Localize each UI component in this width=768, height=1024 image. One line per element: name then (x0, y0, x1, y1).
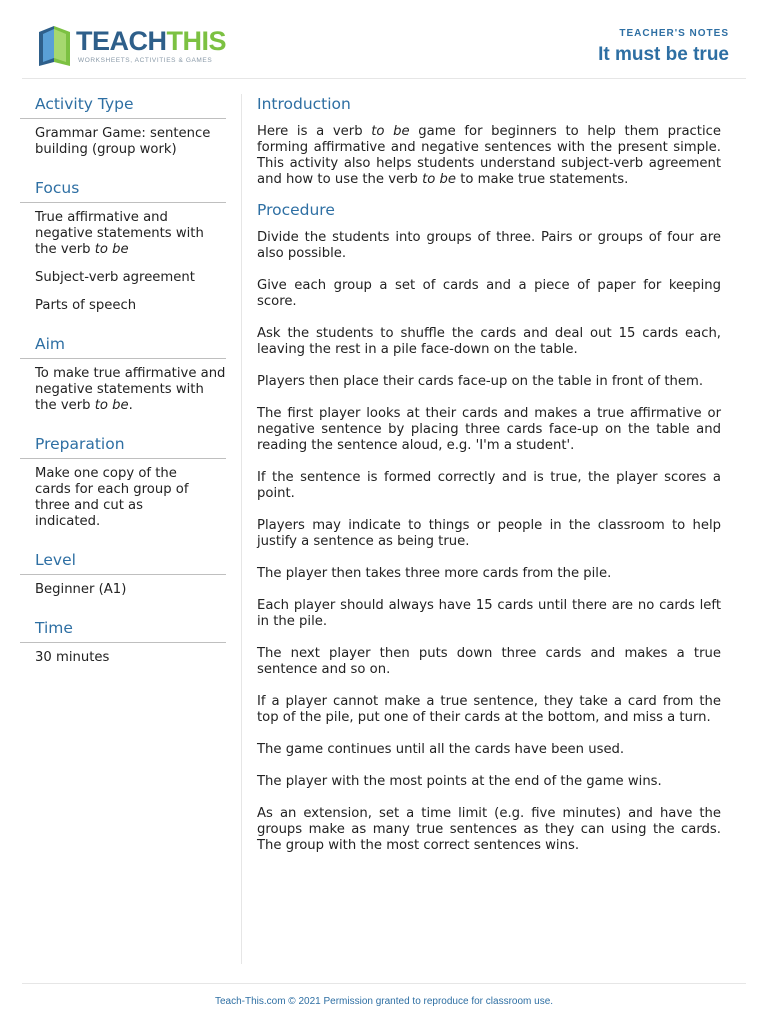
page-header (22, 0, 746, 79)
intro-text-3: to make true statements. (456, 172, 629, 187)
procedure-step: If a player cannot make a true sentence, they take a card from the top of the pile, put one of their cards at the bottom, and miss a turn. (257, 694, 721, 725)
aim-text (20, 359, 226, 414)
aim-text-emphasis: to be (94, 398, 129, 413)
procedure-step: As an extension, set a time limit (e.g. five minutes) and have the groups make as many true sentences as they can using the cards. The group with the most correct sentences wins. (257, 806, 721, 853)
procedure-step: Each player should always have 15 cards until there are no cards left in the pile. (257, 598, 721, 629)
procedure-step: The first player looks at their cards and makes a true affirmative or negative sentence by placing three cards face-up on the table and reading the sentence aloud, e.g. 'I'm a student'. (257, 406, 721, 453)
procedure-step: Divide the students into groups of three. Pairs or groups of four are also possible. (257, 230, 721, 261)
aim-text-a: To make true affirmative and negative statements with the verb (35, 366, 226, 413)
focus-item-emphasis: to be (94, 242, 129, 257)
activity-type-heading: Activity Type (20, 94, 226, 119)
sidebar (20, 94, 226, 686)
logo-word-teach: TEACH (76, 26, 167, 56)
level-text: Beginner (A1) (35, 582, 127, 597)
intro-emphasis-2: to be (422, 172, 457, 187)
procedure-step: The player then takes three more cards from the pile. (257, 566, 612, 581)
aim-section (20, 334, 226, 414)
procedure-step: The game continues until all the cards have been used. (257, 742, 625, 757)
time-text: 30 minutes (35, 650, 110, 665)
procedure-step: Give each group a set of cards and a piece of paper for keeping score. (257, 278, 721, 309)
footer-divider (22, 983, 746, 984)
introduction-heading: Introduction (257, 95, 351, 113)
time-heading: Time (20, 618, 226, 643)
procedure-heading: Procedure (257, 201, 335, 219)
activity-type-text: Grammar Game: sentence building (group work) (35, 126, 211, 157)
intro-text-2: game for beginners to help them practice forming affirmative and negative sentences with the present simple. This activity also helps students understand subject-verb agreement and how to use the verb (257, 124, 721, 187)
focus-item: Subject-verb agreement (35, 270, 195, 285)
intro-text-1: Here is a verb (257, 124, 372, 139)
introduction-text (257, 124, 721, 188)
aim-heading: Aim (20, 334, 226, 359)
preparation-text: Make one copy of the cards for each group of three and cut as indicated. (35, 466, 189, 529)
intro-emphasis-1: to be (371, 124, 410, 139)
procedure-step: Players may indicate to things or people in the classroom to help justify a sentence as being true. (257, 518, 721, 549)
procedure-step: The player with the most points at the end of the game wins. (257, 774, 662, 789)
column-divider (241, 94, 242, 964)
procedure-step: Ask the students to shuffle the cards and deal out 15 cards each, leaving the rest in a pile face-down on the table. (257, 326, 721, 357)
logo-word-this: THIS (166, 26, 227, 56)
preparation-heading: Preparation (20, 434, 226, 459)
aim-text-b: . (128, 398, 133, 413)
focus-item (20, 203, 226, 258)
focus-item: Parts of speech (35, 298, 137, 313)
teachers-notes-label: TEACHER'S NOTES (619, 28, 729, 39)
level-heading: Level (20, 550, 226, 575)
footer-copyright: Teach-This.com © 2021 Permission granted to reproduce for classroom use. (214, 996, 554, 1007)
activity-type-section (20, 94, 226, 158)
focus-item-text: True affirmative and negative statements with the verb (35, 210, 204, 257)
teach-this-logo (36, 22, 236, 68)
focus-section (20, 178, 226, 314)
main-content (257, 94, 721, 870)
procedure-step: Players then place their cards face-up on the table in front of them. (257, 374, 704, 389)
procedure-step: If the sentence is formed correctly and is true, the player scores a point. (257, 470, 721, 501)
time-section (20, 618, 226, 666)
preparation-section (20, 434, 226, 530)
logo-tagline: WORKSHEETS, ACTIVITIES & GAMES (78, 57, 213, 64)
focus-heading: Focus (20, 178, 226, 203)
book-logo-icon (36, 22, 74, 68)
procedure-step: The next player then puts down three cards and makes a true sentence and so on. (257, 646, 721, 677)
level-section (20, 550, 226, 598)
page-title: It must be true (598, 44, 729, 65)
logo-wordmark (76, 26, 226, 56)
